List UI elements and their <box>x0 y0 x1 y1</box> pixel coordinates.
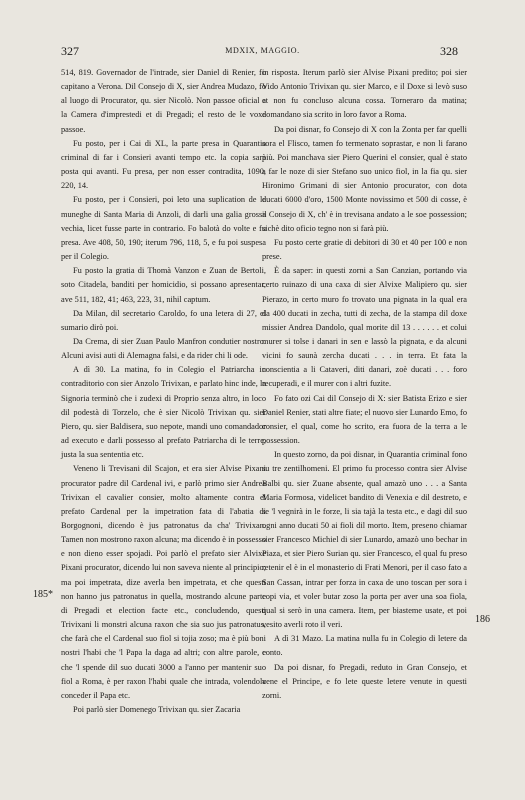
paragraph: Poi parlò sier Domenego Trivixan qu. sier Zacaria <box>73 705 241 715</box>
running-title: MDXIX, MAGGIO. <box>225 46 300 55</box>
paragraph: Da Milan, dil secretario Caroldo, fo una letera di 27, el sumario dirò poi. <box>61 308 266 332</box>
paragraph: in risposta. Iterum parlò sier Alvise Pixani predito; poi sier Vido Antonio Trivixan qu. sier Marco, e il Doxe si levò suso et non fu concluso alcuna cossa. Torneraro da matina; domandano sia scrito in loro favor a Roma. <box>262 68 467 120</box>
paragraph: Fu posto certe gratie di debitori di 30 et 40 per 100 e non prese. <box>262 237 467 262</box>
running-header <box>0 44 525 58</box>
paragraph: Fu posto, per i Cai di XL, la parte presa in Quarantia criminal di far i Consieri avanti tempo etc. la copia sarà posta qui avanti. Fu presa, per non esser contradita, 1090, 220, 14. <box>61 138 266 191</box>
page-number-right: 328 <box>440 44 458 58</box>
paragraph: Da poi disnar, fo Pregadi, reduto in Gran Consejo, et vene el Principe, e fo lete queste letere venute in questi zorni. <box>262 662 467 700</box>
margin-note-left: 185* <box>33 589 53 600</box>
paragraph: Veneno li Trevisani dil Scajon, et era sier Alvise Pixani procurator padre dil Cardenal ivi, e parlò primo sier Andrea Trivixan el cavalier consier, molto altamente contra el prefato Cardenal per la impetration fata di l'abatia di Borgognoni, dicendo è jus patronatus da cha' Trivixan. Tamen non mostrono raxon alcuna; ma dicendo è in possesso e non dieno esser spojadi. Poi parlò el prefato sier Alvixe Pixani procurator, dicendo lui non saveva niente al principio; ma poi impetrata, dize averla ben impetrata, et che questi non hanno jus patronatus in quella, mostrando alcune parte di Pregadi et election facte etc., concludendo, questi Trivixani li monstri alcuna raxon che sia suo jus patronatus, che farà che el Cardenal suo fiol si tojia zoso; ma è più boni nostri l'habi che 'l Papa la daga ad altri; con altre parole, e che 'l spende dil suo ducati 3000 a l'anno per mantenir suo fiol a Roma, è per raxon l'habi quale che intrada, volendola conceder il Papa etc. <box>61 464 266 700</box>
paragraph: Fu posto, per i Consieri, poi leto una suplication de le muneghe di Santa Maria di Anzoli, di darli una galia grossa vechia, licet fusse parte in contrario. Fo balotà do volte e fu presa. Ave 408, 50, 190; iterum 796, 118, 5, e fu poi suspesa per il Colegio. <box>61 195 266 262</box>
right-column <box>262 66 467 703</box>
paragraph: È da saper: in questi zorni a San Canzian, portando via certo ruinazo di una caxa di sier Alvixe Malipiero qu. sier Pierazo, in certo muro fo trovato una pignata in la qual era da 400 ducati in zecha, tutti di zecha, de la stampa dil doxe missier Andrea Dandolo, qual morite dil 13 . . . . . . et colui murer si tolse i danari in sen e lassò la pignata, e da alcuni vicini fo saunà zercha ducati . . . in terra. Et fata la conscientia a li Cataveri, diti danari, zoè ducati . . . foro recuperadi, e il murer con i altri fuzite. <box>262 266 467 389</box>
paragraph: Fu posto la gratia di Thomà Vanzon e Zuan de Bertoli, soto Citadela, banditi per homicidio, si possano apresentar, ave 511, 182, 41; 463, 223, 31, nihil captum. <box>61 266 266 304</box>
paragraph: A dì 30. La matina, fo in Colegio el Patriarcha in contraditorio con sier Anzolo Trivixan, e parlato hinc inde, la Signoria terminò che i zudexi di Proprio senza altro, in loco dil podestà di Torzelo, che è sier Nicolò Trivixan qu. sier Piero, qu. sier Baldisera, suo nepote, mandi uno comandador ad executo e darli possesso al prefato Patriarcha di le terre, justa la sua sententia etc. <box>61 365 266 460</box>
page-number-left: 327 <box>61 44 79 58</box>
paragraph: In questo zorno, da poi disnar, in Quarantia criminal fono su tre zentilhomeni. El primo fu processo contra sier Alvise Balbi qu. sier Zuane absente, qual amazò uno . . . a Santa Maria Formosa, videlicet bandito di Venexia e dil destreto, e se 'l vegnirà in le forze, li sia tajà la testa etc., e dagi dil suo ogni anno ducati 50 ai fioli dil morto. Item, preseno chiamar sier Francesco Michiel di sier Lunardo, amazò uno bechar in Piaza, et sier Piero Surian qu. sier Francesco, el qual fu preso retenir el è in el monasterio di Frati Menori, per il caso fato a San Cassan, intrar per forza in caxa de uno toscan per sora i copi via, et voler butar zoso la porta per aver una soa fiola, qual si serò in una camera. Item, per biasteme usate, et poi vesito averli roto il veri. <box>262 450 467 630</box>
paragraph: Fo fato ozi Cai dil Consejo di X: sier Batista Erizo e sier Daniel Renier, stati altre fiate; el nuovo sier Lunardo Emo, fo consier, el qual, come ho scrito, era fuora de la terra a le possession. <box>262 393 467 446</box>
paragraph: Da poi disnar, fo Consejo di X con la Zonta per far quelli sora el Flisco, tamen fo termenato soprastar, e non li farano più. Poi manchava sier Piero Querini el consier, qual è stato a far le noze di sier Stefano suo unico fiol, in la fia qu. sier Hironimo Grimani di sier Antonio procurator, con dota ducati 6000 d'oro, 1500 Monte novissimo et 500 di cosse, è il Consejo di X, ch' è in trevisana andato a le soe possession; sichè dito oficio tegno non si farà più. <box>262 124 467 233</box>
paragraph: 514, 819. Governador de l'intrade, sier Daniel di Renier, fo capitano a Verona. Dil Consejo di X, sier Andrea Mudazo, fo al luogo di Procurator, qu. sier Nicolò. Non passoe oficial a la Camera d'imprestedi et di Pregadi; el resto de le voxe passoe. <box>61 68 266 134</box>
paragraph: A dì 31 Mazo. La matina nulla fu in Colegio di letere da conto. <box>262 634 467 658</box>
paragraph: Da Crema, di sier Zuan Paulo Manfron condutier nostro. Alcuni avisi auti di Alemagna falsi, e da rider chi li ode. <box>61 336 266 361</box>
margin-note-right: 186 <box>475 614 490 625</box>
left-column <box>61 66 266 717</box>
